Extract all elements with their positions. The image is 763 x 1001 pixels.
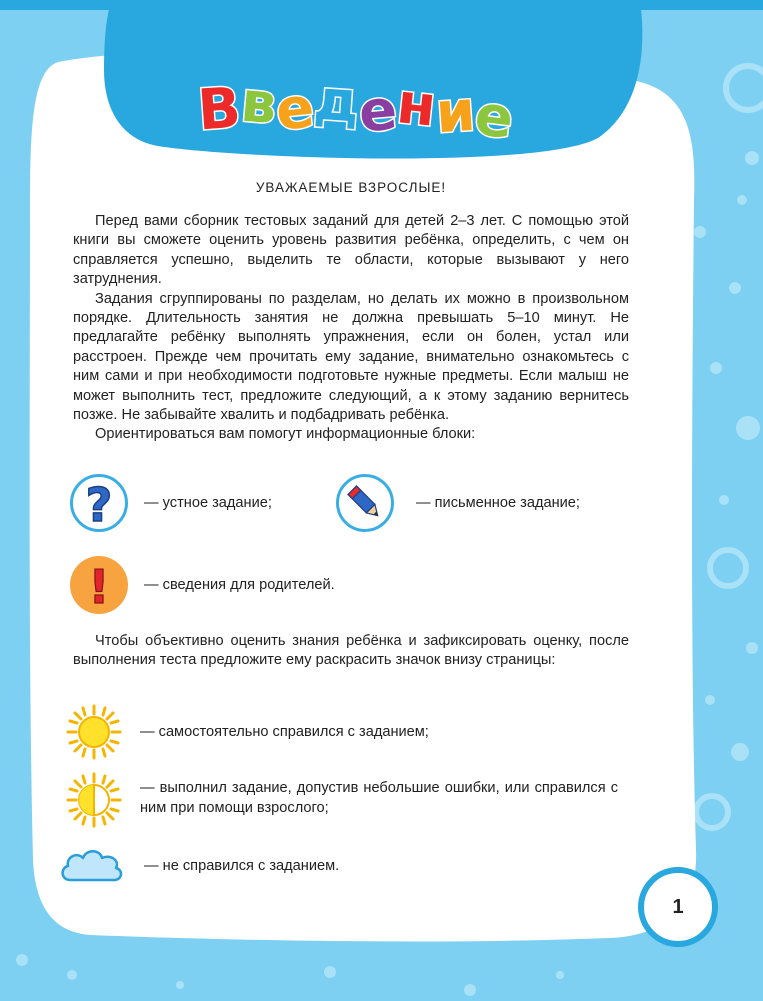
- sun-icon: [66, 704, 122, 760]
- paragraph-2: Задания сгруппированы по разделам, но делать их можно в произвольном порядке. Длительность занятия не должна превышать 5–10 минут. Не предлагайте ребёнку выполнять упражнения, если он болен, устал или расстроен. Прежде чем прочитать ему задание, внимательно ознакомьтесь с ним сами и при необходимости подготовьте нужные предметы. Если малыш не может выполнить тест, предложите следующий, а к этому заданию вернитесь позже. Не забывайте хвалить и подбадривать ребёнка.: [73, 290, 629, 424]
- legend-written-label: — письменное задание;: [416, 495, 580, 511]
- title-letter-7: и: [433, 78, 478, 147]
- title-letter-4: д: [311, 67, 362, 136]
- title-letter-1: В: [195, 75, 243, 144]
- svg-text:?: ?: [85, 479, 113, 527]
- cloud-icon: [58, 846, 124, 886]
- greeting-heading: УВАЖАЕМЫЕ ВЗРОСЛЫЕ!: [255, 180, 447, 195]
- legend-oral-label: — устное задание;: [144, 495, 272, 511]
- evaluation-intro: [73, 632, 629, 671]
- title-letter-8: е: [471, 82, 518, 153]
- evaluation-full-label: — самостоятельно справился с заданием;: [140, 724, 429, 740]
- legend-parents-label: — сведения для родителей.: [144, 577, 335, 593]
- title-letter-5: е: [356, 77, 401, 146]
- title-letter-2: в: [237, 69, 279, 138]
- exclamation-icon: [70, 556, 128, 614]
- evaluation-paragraph: Чтобы объективно оценить знания ребёнка и зафиксировать оценку, после выполнения теста предложите ему раскрасить значок внизу страницы:: [73, 633, 629, 669]
- half-sun-icon: [66, 772, 122, 828]
- legend-written: [336, 474, 580, 532]
- title-letter-3: е: [272, 75, 318, 144]
- paragraph-1: Перед вами сборник тестовых заданий для детей 2–3 лет. С помощью этой книги вы сможете оценить уровень развития ребёнка, определить, с чем он справляется успешно, выделить те области, которые вызывают у него затруднения.: [73, 213, 629, 288]
- page-number: 1: [638, 867, 718, 947]
- legend-oral: [70, 474, 272, 532]
- title-letter-6: н: [394, 71, 440, 140]
- evaluation-half-label: — выполнил задание, допустив небольшие ошибки, или справился с ним при помощи взрослого;: [140, 780, 618, 816]
- svg-text:!: !: [88, 561, 110, 609]
- page-title: [195, 58, 518, 153]
- legend-parents: [70, 556, 335, 614]
- intro-text: [73, 212, 629, 445]
- evaluation-cloud-label: — не справился с заданием.: [144, 858, 340, 874]
- evaluation-full-sun: [66, 704, 429, 760]
- question-mark-icon: [70, 474, 128, 532]
- paragraph-3: Ориентироваться вам помогут информационные блоки:: [95, 426, 476, 443]
- evaluation-half-sun: [66, 772, 618, 828]
- pencil-icon: [336, 474, 394, 532]
- evaluation-cloud: [58, 846, 339, 886]
